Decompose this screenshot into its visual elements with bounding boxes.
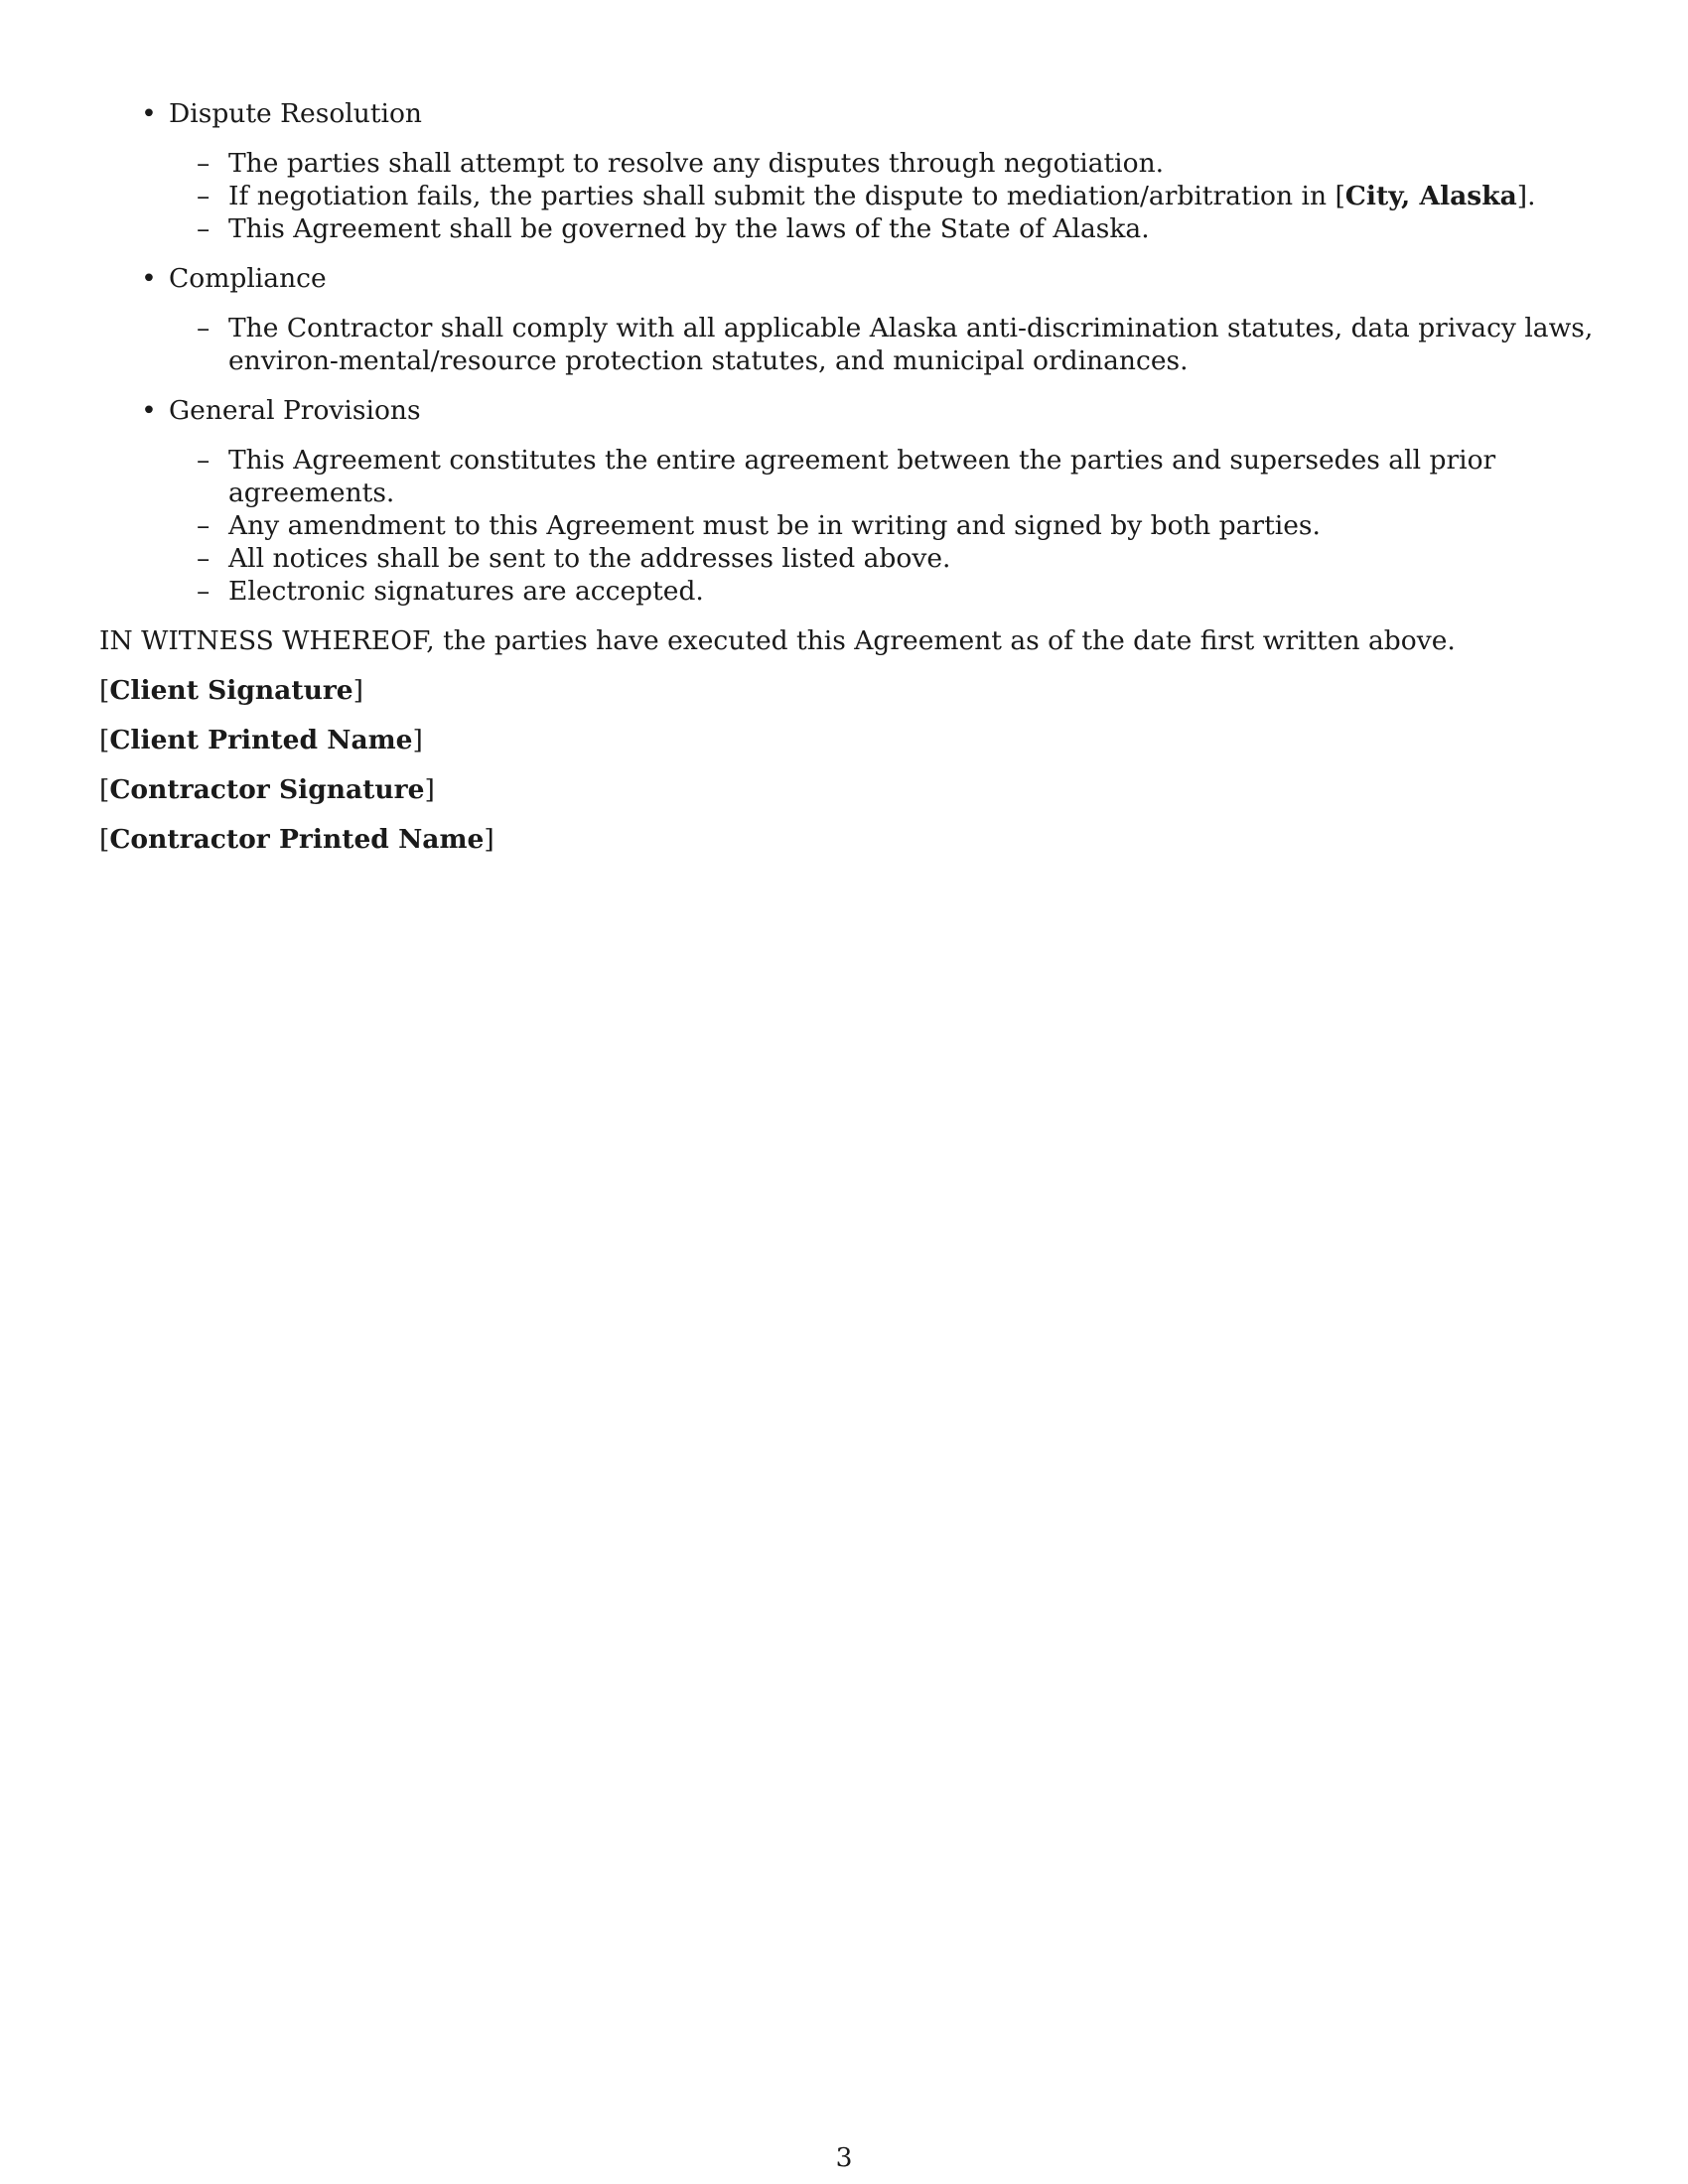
witness-clause: IN WITNESS WHEREOF, the parties have executed this Agreement as of the date first written above. xyxy=(99,625,1456,656)
section-general-provisions xyxy=(99,394,1599,608)
sub-list xyxy=(169,444,1599,608)
list-item-text: The Contractor shall comply with all applicable Alaska anti-discrimination statutes, data privacy laws, environ-mental/resource protection statutes, and municipal ordinances. xyxy=(228,313,1594,376)
dash-icon: – xyxy=(197,213,211,244)
dash-icon: – xyxy=(197,445,211,476)
list-item-text: If negotiation fails, the parties shall submit the dispute to mediation/arbitration in xyxy=(228,181,1336,211)
bullet-icon: • xyxy=(141,263,157,294)
dash-icon: – xyxy=(197,576,211,607)
list-item-text: The parties shall attempt to resolve any disputes through negotiation. xyxy=(228,148,1165,179)
list-item xyxy=(169,180,1599,212)
list-item xyxy=(169,575,1599,608)
sub-list xyxy=(169,147,1599,245)
sub-list xyxy=(169,312,1599,377)
section-heading: Compliance xyxy=(169,263,327,294)
signature-line-contractor: [Contractor Signature] xyxy=(99,774,435,805)
list-item-text: This Agreement constitutes the entire agreement between the parties and supersedes all prior agreements. xyxy=(228,445,1496,508)
list-item xyxy=(169,147,1599,180)
dash-icon: – xyxy=(197,181,211,211)
signature-label: Contractor Printed Name xyxy=(109,824,485,855)
placeholder-city: City, Alaska xyxy=(1344,181,1517,211)
list-item-text: Electronic signatures are accepted. xyxy=(228,576,704,607)
signature-label: Client Signature xyxy=(109,675,353,706)
dash-icon: – xyxy=(197,510,211,541)
printed-name-line-contractor: [Contractor Printed Name] xyxy=(99,824,494,855)
bullet-icon: • xyxy=(141,98,157,129)
list-item-suffix: . xyxy=(1527,181,1536,211)
signature-line-client: [Client Signature] xyxy=(99,675,364,706)
list-item xyxy=(169,312,1599,377)
dash-icon: – xyxy=(197,543,211,574)
section-dispute-resolution xyxy=(99,97,1599,245)
section-heading: Dispute Resolution xyxy=(169,98,422,129)
list-item xyxy=(169,509,1599,542)
dash-icon: – xyxy=(197,313,211,343)
section-heading: General Provisions xyxy=(169,395,421,426)
list-item xyxy=(169,542,1599,575)
list-item-text: Any amendment to this Agreement must be in writing and signed by both parties. xyxy=(228,510,1321,541)
signature-label: Contractor Signature xyxy=(109,774,425,805)
bullet-icon: • xyxy=(141,395,157,426)
list-item-text: This Agreement shall be governed by the laws of the State of Alaska. xyxy=(228,213,1150,244)
bracket-close: ] xyxy=(1516,181,1528,211)
dash-icon: – xyxy=(197,148,211,179)
page-number: 3 xyxy=(835,2142,853,2173)
document-body xyxy=(99,97,1599,873)
list-item xyxy=(169,444,1599,509)
printed-name-line-client: [Client Printed Name] xyxy=(99,725,423,755)
section-compliance xyxy=(99,262,1599,377)
list-item xyxy=(169,212,1599,245)
signature-label: Client Printed Name xyxy=(109,725,413,755)
list-item-text: All notices shall be sent to the addresses listed above. xyxy=(228,543,951,574)
bracket-open: [ xyxy=(1335,181,1345,211)
